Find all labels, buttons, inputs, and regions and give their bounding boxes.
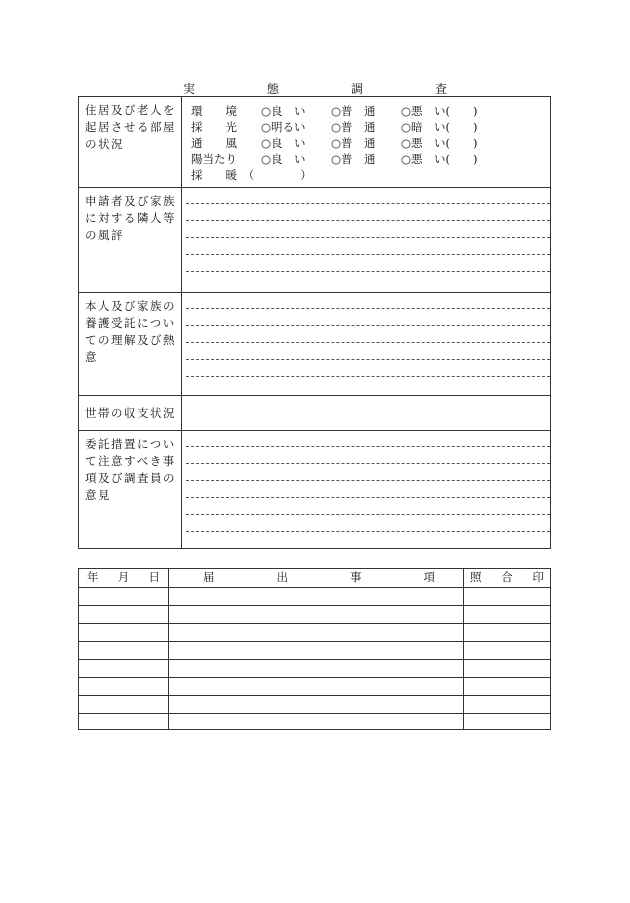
date-cell[interactable] [79,642,169,659]
table-row [79,659,550,677]
housing-content [182,97,550,187]
dotted-writing-line [186,480,550,481]
date-cell[interactable] [79,606,169,623]
dotted-writing-line [186,325,550,326]
header-matter [169,569,464,587]
label-budget: 世帯の収支状況 [79,396,182,430]
seal-cell[interactable] [464,678,550,695]
env-option-bad[interactable]: ○悪 い( ) [401,136,478,150]
env-option-normal[interactable]: ○普 通 [331,120,376,134]
header-matter-char: 出 [276,570,288,584]
date-cell[interactable] [79,588,169,605]
seal-cell[interactable] [464,606,550,623]
header-date [79,569,169,587]
table-row [79,587,550,605]
dotted-writing-line [186,446,550,447]
seal-cell[interactable] [464,696,550,713]
matter-cell[interactable] [169,606,464,623]
dotted-writing-line [186,531,550,532]
matter-cell[interactable] [169,678,464,695]
env-option-normal[interactable]: ○普 通 [331,104,376,118]
reputation-content[interactable] [182,188,550,292]
seal-cell[interactable] [464,588,550,605]
heating-field[interactable]: 採 暖 （ ） [191,168,312,182]
header-seal-char: 合 [501,570,513,584]
seal-cell[interactable] [464,642,550,659]
header-seal [464,569,550,587]
log-header-row [79,569,550,587]
understanding-content[interactable] [182,293,550,395]
matter-cell[interactable] [169,588,464,605]
header-matter-char: 届 [203,570,215,584]
row-housing [79,97,550,187]
table-row [79,605,550,623]
dotted-writing-line [186,271,550,272]
matter-cell[interactable] [169,714,464,729]
label-notes: 委託措置について注意すべき事項及び調査員の意見 [79,431,182,548]
matter-cell[interactable] [169,696,464,713]
row-understanding [79,292,550,395]
header-year: 年 [87,570,99,584]
matter-cell[interactable] [169,660,464,677]
env-option-good[interactable]: ○良 い [261,152,306,166]
date-cell[interactable] [79,660,169,677]
dotted-writing-line [186,359,550,360]
dotted-writing-line [186,514,550,515]
dotted-writing-line [186,497,550,498]
env-option-good[interactable]: ○良 い [261,136,306,150]
date-cell[interactable] [79,624,169,641]
header-matter-char: 項 [423,570,435,584]
header-month: 月 [117,570,130,584]
dotted-writing-line [186,220,550,221]
env-item: 採 光 [191,120,237,134]
dotted-writing-line [186,376,550,377]
row-reputation [79,187,550,292]
table-row [79,677,550,695]
label-reputation: 申請者及び家族に対する隣人等の風評 [79,188,182,292]
matter-cell[interactable] [169,642,464,659]
dotted-writing-line [186,237,550,238]
date-cell[interactable] [79,696,169,713]
dotted-writing-line [186,463,550,464]
survey-table [78,96,551,549]
page-title: 実 態 調 査 [182,82,477,96]
env-option-normal[interactable]: ○普 通 [331,152,376,166]
env-item: 通 風 [191,136,237,150]
seal-cell[interactable] [464,624,550,641]
env-option-good[interactable]: ○良 い [261,104,306,118]
table-row [79,623,550,641]
label-housing: 住居及び老人を起居させる部屋の状況 [79,97,182,187]
env-option-normal[interactable]: ○普 通 [331,136,376,150]
label-understanding: 本人及び家族の養護受託についての理解及び熱意 [79,293,182,395]
header-seal-char: 照 [470,570,482,584]
env-option-bad[interactable]: ○悪 い( ) [401,152,478,166]
row-budget [79,395,550,430]
table-row [79,713,550,729]
env-option-bad[interactable]: ○悪 い( ) [401,104,478,118]
dotted-writing-line [186,342,550,343]
row-notes [79,430,550,548]
budget-content[interactable] [182,396,550,430]
header-seal-char: 印 [532,570,544,584]
table-row [79,695,550,713]
seal-cell[interactable] [464,714,550,729]
date-cell[interactable] [79,678,169,695]
table-row [79,641,550,659]
env-item: 環 境 [191,104,237,118]
header-day: 日 [148,570,160,584]
dotted-writing-line [186,203,550,204]
env-option-dark[interactable]: ○暗 い( ) [401,120,478,134]
matter-cell[interactable] [169,624,464,641]
date-cell[interactable] [79,714,169,729]
dotted-writing-line [186,254,550,255]
notes-content[interactable] [182,431,550,548]
dotted-writing-line [186,308,550,309]
env-option-bright[interactable]: ○明るい [261,120,306,134]
seal-cell[interactable] [464,660,550,677]
env-item: 陽当たり [191,152,237,166]
header-matter-char: 事 [350,570,362,584]
notification-log-table [78,568,551,730]
